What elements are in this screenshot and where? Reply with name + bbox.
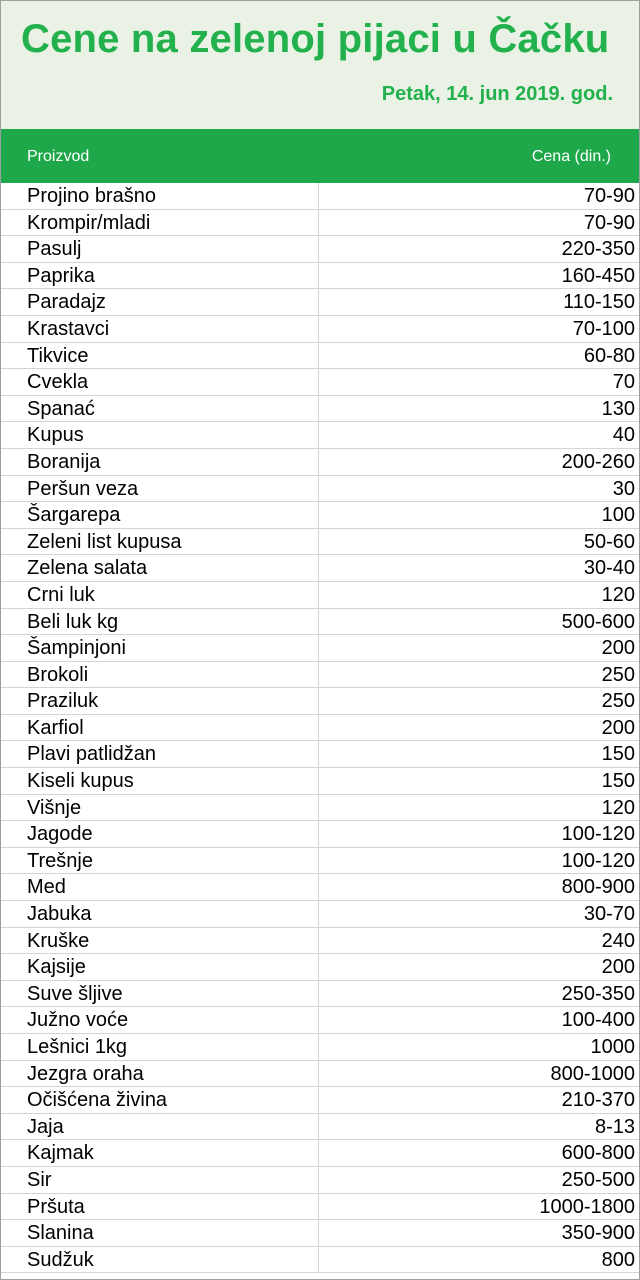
table-row — [1, 901, 639, 928]
table-row — [1, 928, 639, 955]
table-row — [1, 183, 639, 210]
table-row — [1, 316, 639, 343]
table-row — [1, 1220, 639, 1247]
price-cell: 210-370 — [561, 1089, 635, 1112]
product-name-cell: Sir — [1, 1167, 319, 1193]
product-name-cell: Kupus — [1, 422, 319, 448]
price-cell: 350-900 — [561, 1222, 635, 1245]
table-row — [1, 422, 639, 449]
price-cell: 150 — [601, 770, 635, 793]
product-name-cell: Krompir/mladi — [1, 210, 319, 236]
price-cell: 70-90 — [583, 185, 635, 207]
price-cell: 800-1000 — [550, 1062, 635, 1085]
product-name-cell: Zelena salata — [1, 555, 319, 581]
table-row — [1, 688, 639, 715]
table-row — [1, 662, 639, 689]
product-name-cell: Južno voće — [1, 1007, 319, 1033]
product-name-cell: Pasulj — [1, 236, 319, 262]
table-row — [1, 1114, 639, 1141]
price-cell: 800-900 — [561, 876, 635, 899]
price-cell: 100-400 — [561, 1009, 635, 1032]
page-title: Cene na zelenoj pijaci u Čačku — [21, 17, 610, 61]
date-label: Petak, 14. jun 2019. god. — [381, 83, 613, 105]
product-name-cell: Crni luk — [1, 582, 319, 608]
price-cell: 150 — [601, 743, 635, 766]
product-name-cell: Plavi patlidžan — [1, 741, 319, 767]
table-row — [1, 210, 639, 237]
table-row — [1, 1194, 639, 1221]
product-name-cell: Praziluk — [1, 688, 319, 714]
title-banner — [1, 1, 639, 129]
table-row — [1, 795, 639, 822]
product-name-cell: Trešnje — [1, 848, 319, 874]
price-cell: 800 — [601, 1248, 635, 1271]
price-cell: 1000 — [590, 1036, 635, 1058]
table-row — [1, 529, 639, 556]
table-row — [1, 555, 639, 582]
price-cell: 200 — [601, 956, 635, 979]
price-cell: 100-120 — [561, 849, 635, 872]
product-name-cell: Tikvice — [1, 343, 319, 369]
table-row — [1, 263, 639, 290]
price-cell: 250-350 — [561, 982, 635, 1005]
product-name-cell: Jabuka — [1, 901, 319, 927]
product-name-cell: Lešnici 1kg — [1, 1034, 319, 1060]
price-cell: 250 — [601, 663, 635, 686]
table-row — [1, 1167, 639, 1194]
table-row — [1, 1087, 639, 1114]
table-header — [1, 129, 639, 183]
product-name-cell: Projino brašno — [1, 183, 319, 209]
product-name-cell: Peršun veza — [1, 476, 319, 502]
table-row — [1, 1061, 639, 1088]
price-cell: 30-40 — [583, 557, 635, 580]
price-cell: 30-70 — [583, 903, 635, 926]
table-row — [1, 635, 639, 662]
product-name-cell: Kajmak — [1, 1140, 319, 1166]
product-name-cell: Brokoli — [1, 662, 319, 688]
product-name-cell: Zeleni list kupusa — [1, 529, 319, 555]
product-name-cell: Suve šljive — [1, 981, 319, 1007]
table-row — [1, 981, 639, 1008]
product-name-cell: Beli luk kg — [1, 609, 319, 635]
price-cell: 100-120 — [561, 823, 635, 846]
table-row — [1, 1247, 639, 1274]
table-row — [1, 768, 639, 795]
price-cell: 130 — [601, 397, 635, 420]
table-row — [1, 741, 639, 768]
table-row — [1, 502, 639, 529]
table-row — [1, 369, 639, 396]
price-cell: 40 — [612, 424, 635, 447]
table-row — [1, 848, 639, 875]
column-header-product: Proizvod — [27, 148, 90, 165]
price-cell: 200 — [601, 716, 635, 739]
product-name-cell: Slanina — [1, 1220, 319, 1246]
price-cell: 220-350 — [561, 238, 635, 261]
price-cell: 240 — [601, 929, 635, 952]
price-cell: 50-60 — [583, 530, 635, 553]
product-name-cell: Šampinjoni — [1, 635, 319, 661]
table-row — [1, 476, 639, 503]
product-name-cell: Karfiol — [1, 715, 319, 741]
price-cell: 100 — [601, 504, 635, 527]
column-header-price: Cena (din.) — [531, 148, 611, 165]
price-cell: 120 — [601, 583, 635, 606]
product-name-cell: Kiseli kupus — [1, 768, 319, 794]
product-name-cell: Jagode — [1, 821, 319, 847]
price-cell: 600-800 — [561, 1142, 635, 1165]
table-row — [1, 874, 639, 901]
product-name-cell: Jezgra oraha — [1, 1061, 319, 1087]
table-row — [1, 343, 639, 370]
price-cell: 250-500 — [561, 1168, 635, 1191]
product-name-cell: Kruške — [1, 928, 319, 954]
price-table — [1, 183, 639, 1273]
product-name-cell: Očišćena živina — [1, 1087, 319, 1113]
table-row — [1, 821, 639, 848]
table-row — [1, 1140, 639, 1167]
product-name-cell: Višnje — [1, 795, 319, 821]
product-name-cell: Paradajz — [1, 289, 319, 315]
price-cell: 30 — [612, 477, 635, 500]
product-name-cell: Cvekla — [1, 369, 319, 395]
product-name-cell: Krastavci — [1, 316, 319, 342]
price-cell: 8-13 — [594, 1115, 635, 1138]
table-row — [1, 396, 639, 423]
table-row — [1, 609, 639, 636]
product-name-cell: Pršuta — [1, 1194, 319, 1220]
price-cell: 160-450 — [561, 264, 635, 287]
table-row — [1, 449, 639, 476]
price-cell: 70-90 — [583, 211, 635, 234]
table-row — [1, 582, 639, 609]
product-name-cell: Sudžuk — [1, 1247, 319, 1273]
product-name-cell: Med — [1, 874, 319, 900]
price-cell: 200-260 — [561, 450, 635, 473]
product-name-cell: Kajsije — [1, 954, 319, 980]
product-name-cell: Boranija — [1, 449, 319, 475]
product-name-cell: Jaja — [1, 1114, 319, 1140]
table-row — [1, 236, 639, 263]
table-row — [1, 289, 639, 316]
table-row — [1, 954, 639, 981]
table-row — [1, 1034, 639, 1061]
price-cell: 1000-1800 — [539, 1195, 635, 1218]
product-name-cell: Paprika — [1, 263, 319, 289]
price-cell: 70-100 — [572, 317, 635, 340]
product-name-cell: Spanać — [1, 396, 319, 422]
product-name-cell: Šargarepa — [1, 502, 319, 528]
price-cell: 500-600 — [561, 610, 635, 633]
price-cell: 70 — [612, 371, 635, 394]
price-cell: 250 — [601, 690, 635, 713]
table-row — [1, 715, 639, 742]
price-cell: 120 — [601, 796, 635, 819]
price-cell: 200 — [601, 637, 635, 660]
price-cell: 60-80 — [583, 344, 635, 367]
table-row — [1, 1007, 639, 1034]
price-cell: 110-150 — [563, 291, 635, 314]
